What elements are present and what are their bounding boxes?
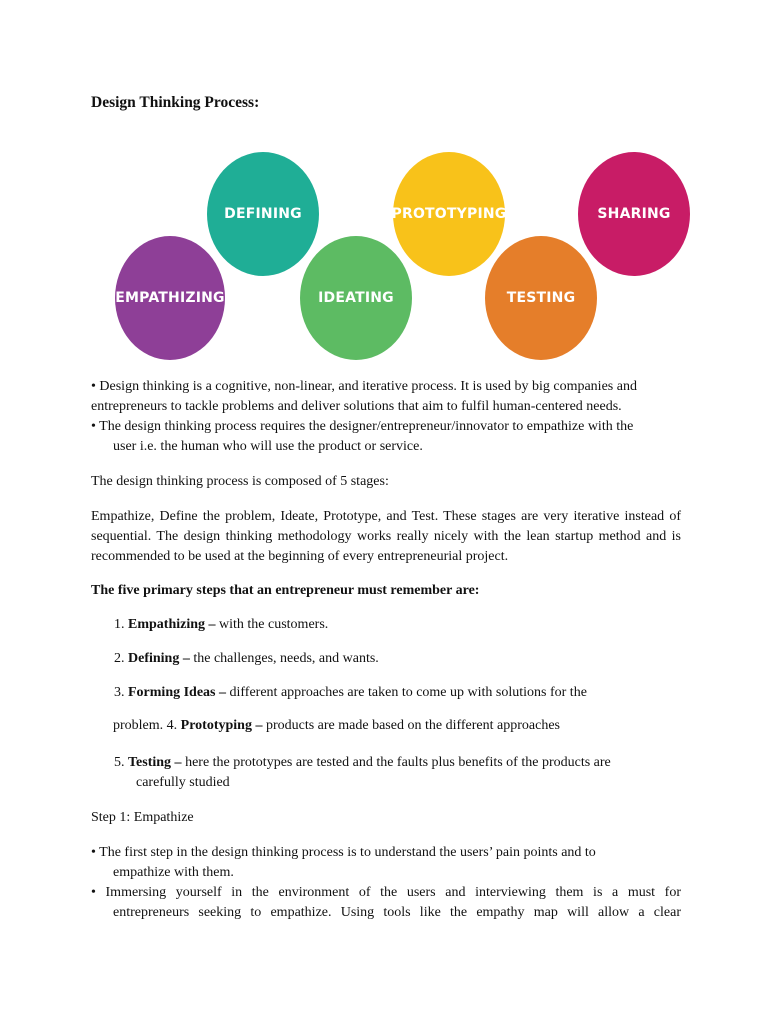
intro-paragraph: The design thinking process is composed of 5 stages: bbox=[91, 474, 389, 489]
step-item-1 bbox=[114, 615, 328, 635]
stage-label: PROTOTYPING bbox=[391, 206, 507, 222]
stage-empathizing-circle bbox=[115, 236, 225, 360]
step-number: 1. bbox=[114, 617, 125, 632]
stage-label: IDEATING bbox=[318, 290, 394, 306]
step-continuation: problem. 4. bbox=[113, 718, 178, 733]
step-description: products are made based on the different approaches bbox=[265, 718, 560, 733]
steps-heading: The five primary steps that an entrepreneur must remember are: bbox=[91, 583, 480, 598]
step-term: Forming Ideas – bbox=[128, 685, 226, 700]
step-term: Defining – bbox=[128, 651, 190, 666]
bullet-line: user i.e. the human who will use the product or service. bbox=[113, 439, 423, 454]
step-term: Prototyping – bbox=[180, 718, 263, 733]
stage-sharing-circle bbox=[578, 152, 690, 276]
step-description: the challenges, needs, and wants. bbox=[193, 651, 379, 666]
step-item-5 bbox=[114, 753, 681, 793]
stage-label: TESTING bbox=[506, 290, 576, 306]
step-description: with the customers. bbox=[219, 617, 329, 632]
step-description-continued: carefully studied bbox=[136, 775, 230, 790]
step-description: here the prototypes are tested and the faults plus benefits of the products are bbox=[185, 755, 611, 770]
stage-testing-circle bbox=[485, 236, 597, 360]
step-term: Testing – bbox=[128, 755, 182, 770]
stage-ideating-circle bbox=[300, 236, 412, 360]
stage-prototyping-circle bbox=[393, 152, 505, 276]
bullet-line: entrepreneurs seeking to empathize. Using tools like the empathy map will allow a clear bbox=[113, 905, 681, 920]
design-thinking-diagram bbox=[0, 140, 768, 370]
bullet-line: empathize with them. bbox=[113, 865, 234, 880]
step-number: 2. bbox=[114, 651, 125, 666]
stage-label: EMPATHIZING bbox=[115, 290, 225, 306]
stages-paragraph: Empathize, Define the problem, Ideate, Prototype, and Test. These stages are very iterative instead of sequential. The design thinking methodology works really nicely with the lean startup method and is recommended to be used at the beginning of every entrepreneurial project. bbox=[91, 509, 681, 564]
step-term: Empathizing – bbox=[128, 617, 216, 632]
step-item-2 bbox=[114, 649, 379, 669]
bullet-line: • The design thinking process requires the designer/entrepreneur/innovator to empathize with the bbox=[91, 419, 634, 434]
bullet-item bbox=[91, 377, 681, 417]
step-item-4 bbox=[113, 716, 560, 736]
stage-label: DEFINING bbox=[224, 206, 302, 222]
step-description: different approaches are taken to come up with solutions for the bbox=[229, 685, 587, 700]
bullet-item bbox=[91, 883, 681, 923]
bullet-item bbox=[91, 843, 681, 883]
bullet-line: entrepreneurs to tackle problems and deliver solutions that aim to fulfil human-centered needs. bbox=[91, 399, 622, 414]
stage-defining-circle bbox=[207, 152, 319, 276]
step-number: 5. bbox=[114, 755, 125, 770]
bullet-item bbox=[91, 417, 681, 457]
bullet-line: • Design thinking is a cognitive, non-linear, and iterative process. It is used by big companies and bbox=[91, 379, 637, 394]
step-number: 3. bbox=[114, 685, 125, 700]
stage-label: SHARING bbox=[597, 206, 671, 222]
bullet-line: • Immersing yourself in the environment of the users and interviewing them is a must for bbox=[91, 885, 681, 900]
step-1-heading: Step 1: Empathize bbox=[91, 810, 194, 825]
document-title: Design Thinking Process: bbox=[91, 94, 260, 111]
bullet-line: • The first step in the design thinking process is to understand the users’ pain points and to bbox=[91, 845, 596, 860]
step-item-3 bbox=[114, 683, 587, 703]
